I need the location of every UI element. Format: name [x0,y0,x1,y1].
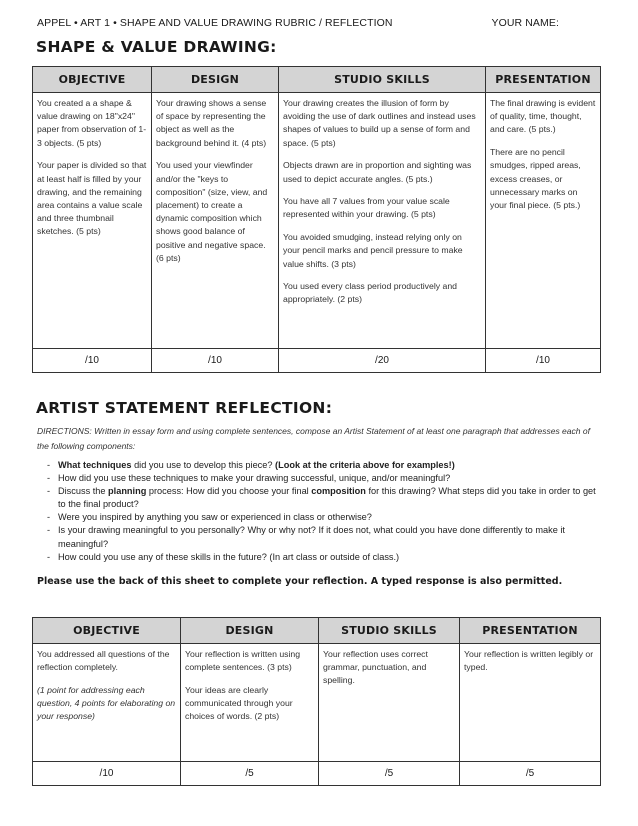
studio-skills-criteria [319,644,460,762]
emphasis: What techniques [58,460,132,470]
design-criteria [181,644,319,762]
column-header-objective: OBJECTIVE [33,618,181,644]
criterion: You created a a shape & value drawing on 18"x24" paper from observation of 1-3 objects. (5 pts) [37,98,147,148]
criterion: You addressed all questions of the reflection completely. [37,649,170,673]
column-header-studio-skills: STUDIO SKILLS [319,618,460,644]
objective-criteria [33,644,181,762]
drawing-rubric-table [32,66,601,373]
list-item: - Is your drawing meaningful to you personally? Why or why not? If it does not, what could you have done differently to make it meaningful? [46,524,598,550]
list-item: - What techniques did you use to develop this piece? (Look at the criteria above for examples!) [46,459,598,472]
criterion: Your drawing shows a sense of space by representing the object as well as the background behind it. (4 pts) [156,98,267,148]
column-header-presentation: PRESENTATION [486,67,601,93]
presentation-criteria [486,93,601,349]
list-item: - Discuss the planning process: How did you choose your final composition for this drawing? What steps did you take in order to get to the final product? [46,485,598,511]
criterion: The final drawing is evident of quality, time, thought, and care. (5 pts.) [490,98,596,135]
column-header-design: DESIGN [152,67,279,93]
rubric-score-row [33,349,601,373]
objective-criteria [33,93,152,349]
directions-text: DIRECTIONS: Written in essay form and using complete sentences, compose an Artist Statement of at least one paragraph that addresses each of the following components: [37,426,590,451]
column-header-objective: OBJECTIVE [33,67,152,93]
score-objective: /10 [33,762,181,786]
column-header-design: DESIGN [181,618,319,644]
criterion: There are no pencil smudges, ripped areas, excess creases, or unnecessary marks on your final piece. (5 pts.) [490,147,581,210]
rubric-header-row [33,67,601,93]
section-title-shape-value: SHAPE & VALUE DRAWING: [36,38,277,56]
list-item: - Were you inspired by anything you saw or experienced in class or otherwise? [46,511,598,524]
rubric-header-row [33,618,601,644]
score-studio-skills: /20 [279,349,486,373]
criterion: You avoided smudging, instead relying only on your pencil marks and pencil pressure to make value shifts. (3 pts) [283,232,463,269]
criterion: You used your viewfinder and/or the "keys to composition" (size, view, and placement) to create a dynamic composition which shows good balance of positive and negative space. (6 pts) [156,160,268,263]
criterion-note: (1 point for addressing each question, 4 points for elaborating on your response) [37,684,176,722]
reflection-note: Please use the back of this sheet to complete your reflection. A typed response is also permitted. [37,576,563,587]
score-objective: /10 [33,349,152,373]
criterion: Your paper is divided so that at least half is filled by your drawing, and the remaining area contains a value scale and three thumbnail sketches. (5 pts) [37,160,147,237]
criterion: Your reflection uses correct grammar, punctuation, and spelling. [323,649,428,686]
score-design: /5 [181,762,319,786]
column-header-studio-skills: STUDIO SKILLS [279,67,486,93]
criterion: Objects drawn are in proportion and sighting was used to depict accurate angles. (5 pts.) [283,160,472,184]
reflection-rubric-table [32,617,601,786]
course-line: APPEL • ART 1 • SHAPE AND VALUE DRAWING RUBRIC / REFLECTION [37,17,393,29]
studio-skills-criteria [279,93,486,349]
section-title-artist-statement: ARTIST STATEMENT REFLECTION: [36,399,333,417]
design-criteria [152,93,279,349]
emphasis: planning [108,486,147,497]
score-design: /10 [152,349,279,373]
criterion: Your drawing creates the illusion of form by avoiding the use of dark outlines and instead uses shapes of values to build up a sense of form and space. (5 pts) [283,98,476,148]
presentation-criteria [460,644,601,762]
criterion: You used every class period productively and appropriately. (2 pts) [283,281,458,305]
emphasis: (Look at the criteria above for examples!) [275,460,455,470]
header-line [37,17,607,29]
score-presentation: /10 [486,349,601,373]
list-item: - How could you use any of these skills in the future? (In art class or outside of class.) [46,551,598,564]
rubric-criteria-row [33,93,601,349]
criterion: Your reflection is written legibly or typed. [464,649,594,673]
score-presentation: /5 [460,762,601,786]
list-item: - How did you use these techniques to make your drawing successful, unique, and/or meaningful? [46,472,598,485]
emphasis: composition [311,486,366,497]
rubric-score-row [33,762,601,786]
column-header-presentation: PRESENTATION [460,618,601,644]
reflection-components-list [46,459,598,564]
name-label: YOUR NAME: [491,17,559,29]
criterion: Your ideas are clearly communicated through your choices of words. (2 pts) [185,684,293,722]
rubric-criteria-row [33,644,601,762]
score-studio-skills: /5 [319,762,460,786]
criterion: Your reflection is written using complete sentences. (3 pts) [185,649,301,673]
criterion: You have all 7 values from your value scale represented within your drawing. (5 pts) [283,196,450,220]
